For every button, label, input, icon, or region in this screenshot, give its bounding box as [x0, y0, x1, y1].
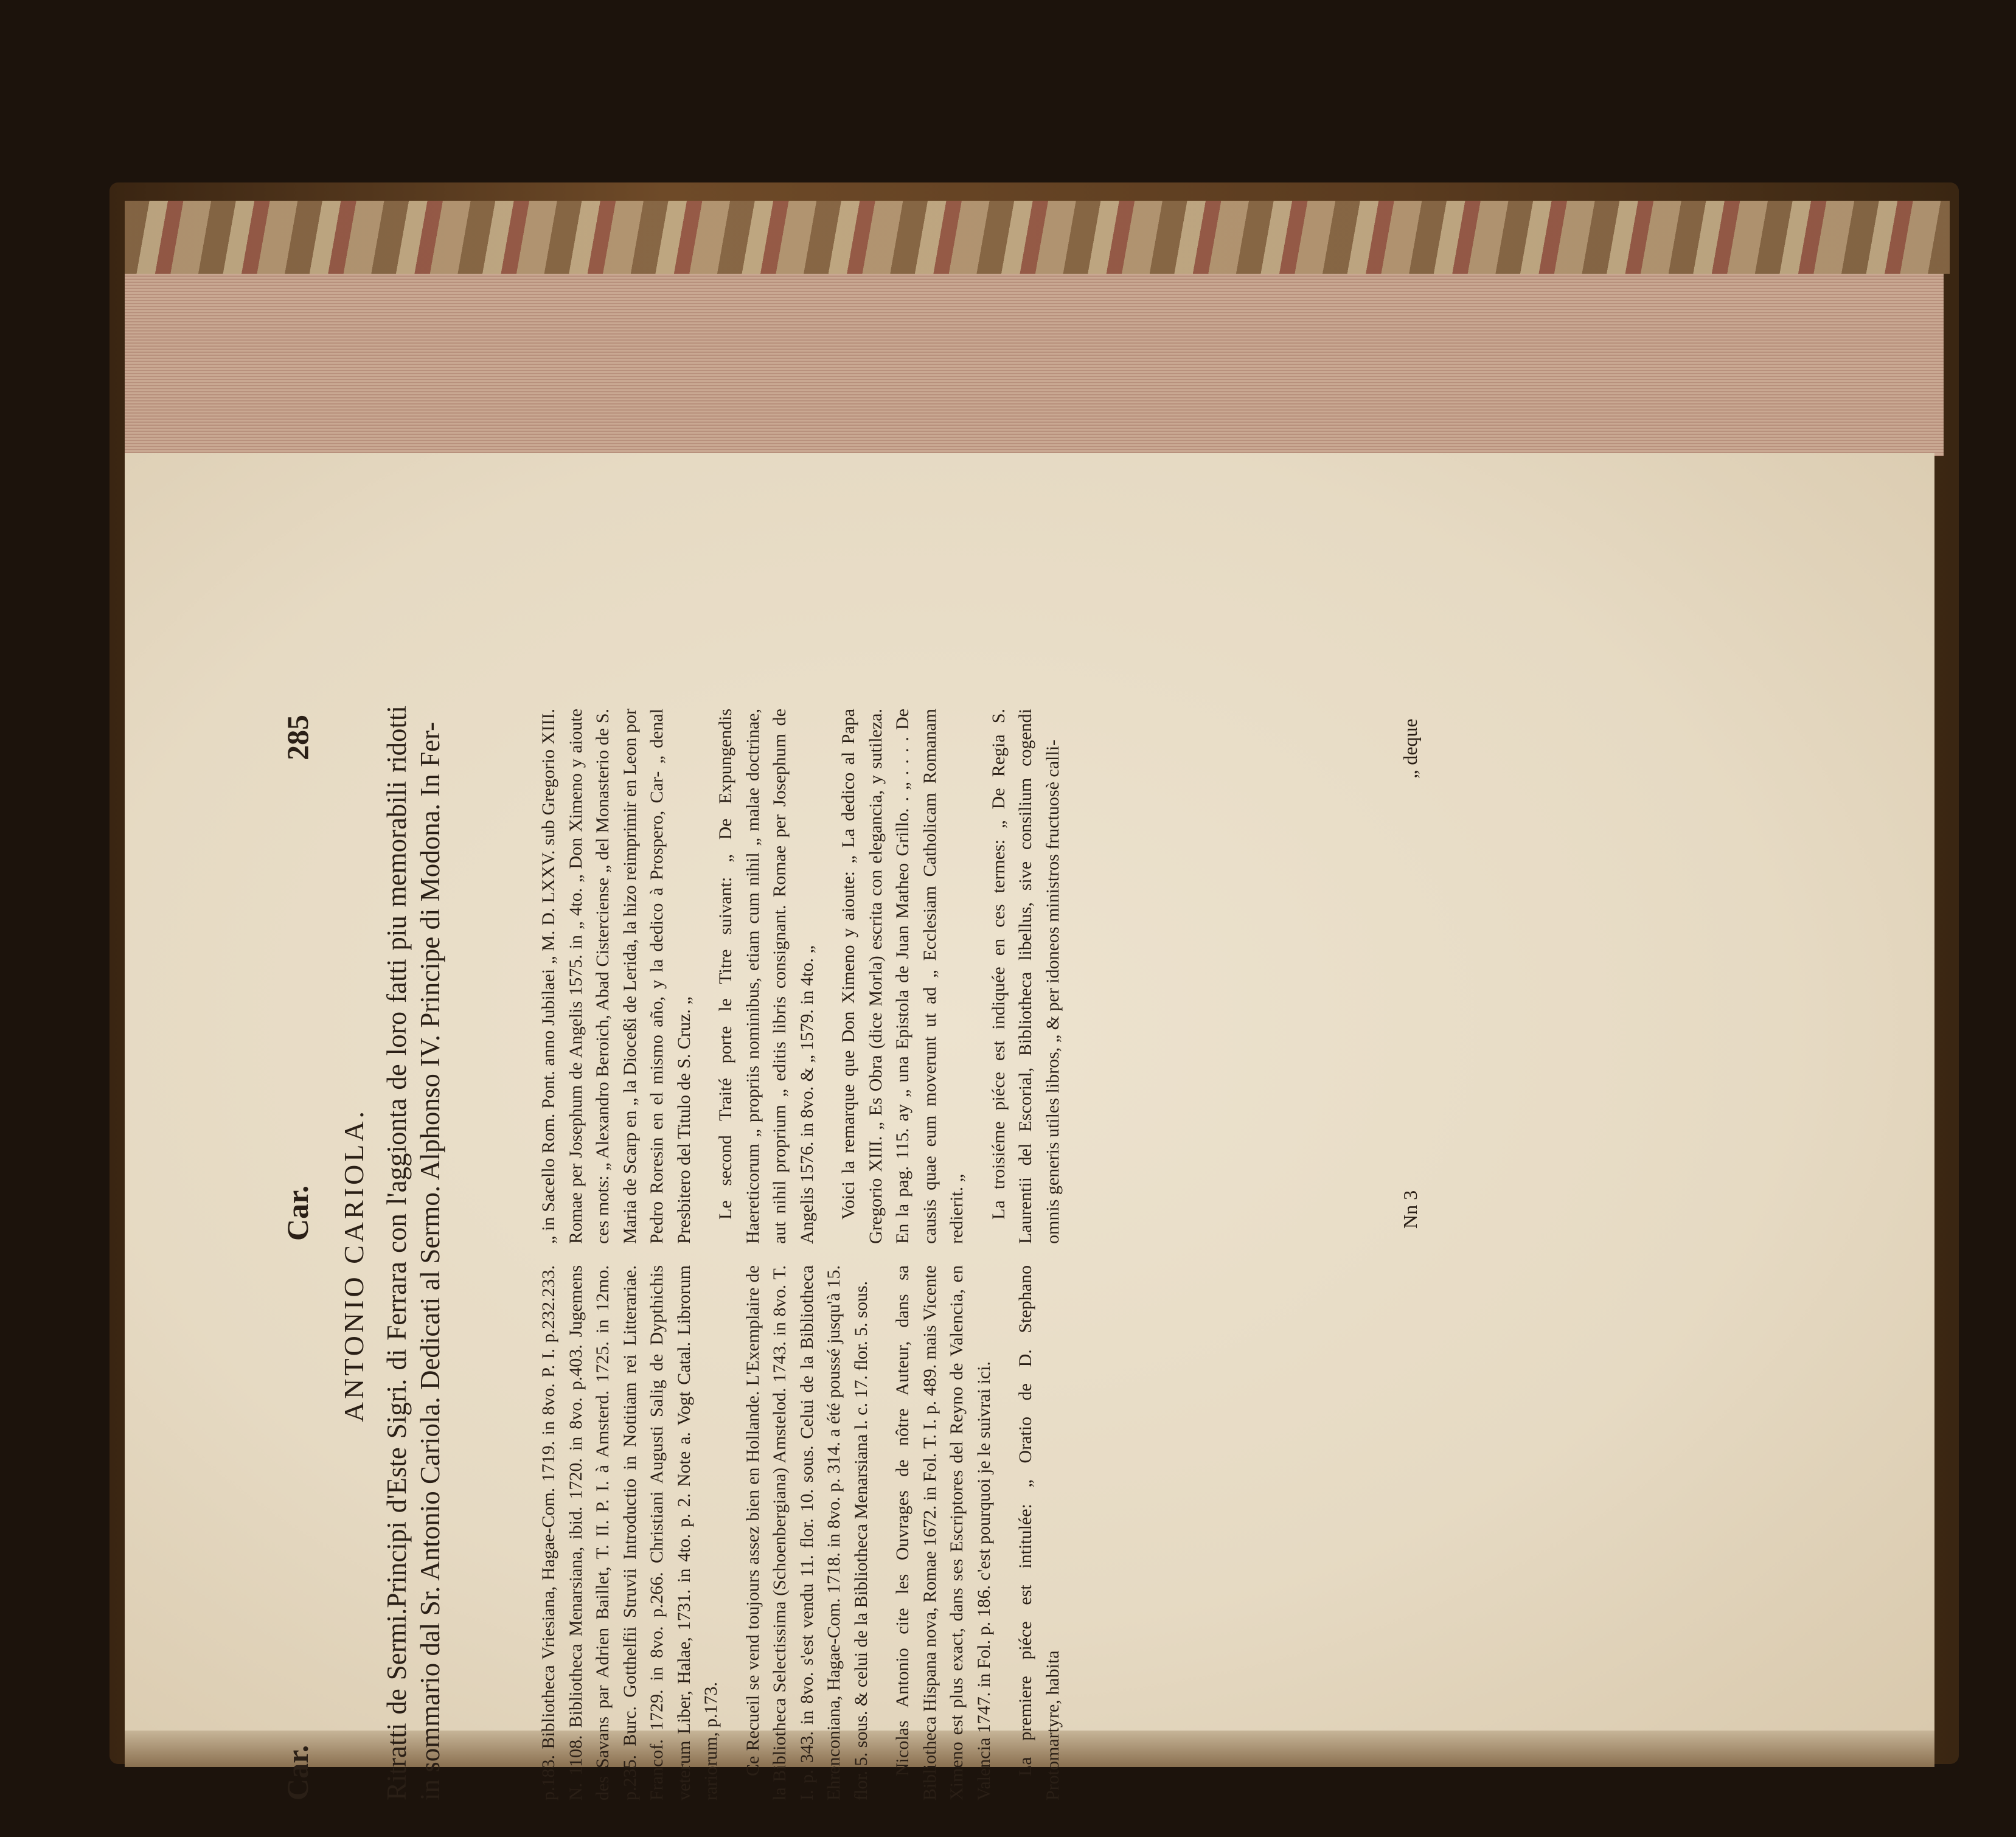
page-block-edge	[125, 274, 1944, 456]
right-paragraph: „ in Sacello Rom. Pont. anno Jubilaei „ M. D. LXXV. sub Gregorio XIII. Romae per Josephum de Angelis 1575. in „ 4to. „ Don Ximeno y aioute ces mots: „ Alexandro Beroich, Abad Cisterciense „ del Monasterio de S. Maria de Scarp en „ la Dioceßi de Lerida, la hizo reimprimir en Leon por Pedro Roresin en el mismo año, y la dedico à Prospero, Car- „ denal Presbitero del Titulo de S. Cruz. „	[538, 709, 694, 1244]
right-paragraph: Le second Traité porte le Titre suivant: „ De Expungendis Haereticorum „ propriis nominibus, etiam cum nihil „ malae doctrinae, aut nihil proprium „ editis libris consignant. Romae per Josephum de Angelis 1576. in 8vo. & „ 1579. in 4to. „	[715, 709, 817, 1244]
left-paragraph: Nicolas Antonio cite les Ouvrages de nôtre Auteur, dans sa Bibliotheca Hispana nova, Romae 1672. in Fol. T. I. p. 489. mais Vicente Ximeno est plus exact, dans ses Escriptores del Reyno de Valencia, en Valencia 1747. in Fol. p. 186. c'est pourquoi je le suivrai ici.	[892, 1265, 994, 1801]
right-paragraph: Voici la remarque que Don Ximeno y aioute: „ La dedico al Papa Gregorio XIII. „ Es Obra (dice Morla) escrita con elegancia, y sutileza. En la pag. 115. ay „ una Epistola de Juan Matheo Grillo. . „ . . . . De causis quae eum moverunt ut ad „ Ecclesiam Catholicam Romanam redierit. „	[838, 709, 967, 1244]
left-paragraph: p.183. Bibliotheca Vriesiana, Hagae-Com. 1719. in 8vo. P. I. p.232.233. N. 1108. Bibliotheca Menarsiana, ibid. 1720. in 8vo. p.403. Jugemens des Savans par Adrien Baillet, T. II. P. I. à Amsterd. 1725. in 12mo. p.235. Burc. Gotthelfii Struvii Introductio in Notitiam rei Litterariae. Francof. 1729. in 8vo. p.266. Christiani Augusti Salig de Dypthichis veterum Liber, Halae, 1731. in 4to. p. 2. Note a. Vogt Catal. Librorum rariorum, p.173.	[538, 1265, 721, 1801]
header-left: Car.	[280, 1745, 315, 1801]
left-column	[535, 1265, 1081, 1801]
page-number: 285	[280, 715, 315, 760]
right-column	[535, 709, 1081, 1244]
printed-text-block	[280, 693, 1557, 1837]
catchword: „ deque	[1399, 718, 1421, 779]
entry-title: ANTONIO CARIOLA.	[338, 1108, 369, 1423]
running-header	[280, 693, 322, 1837]
marbled-edge	[125, 201, 1950, 274]
header-center: Car.	[280, 1185, 315, 1241]
left-paragraph: La premiere piéce est intitulée: „ Oratio de D. Stephano Protomartyre, habita	[1015, 1265, 1063, 1801]
left-paragraph: Ce Recueil se vend toujours assez bien en Hollande. L'Exemplaire de la Bibliotheca Selectissima (Schoenbergiana) Amstelod. 1743. in 8vo. T. I. p. 343. in 8vo. s'est vendu 11. flor. 10. sous. Celui de la Bibliotheca Ehrenconiana, Hagae-Com. 1718. in 8vo. p. 314. a été poussé jusqu'à 15. flor. 5. sous. & celui de la Bibliotheca Menarsiana l. c. 17. flor. 5. sous.	[742, 1265, 871, 1801]
entry-subtitle: Ritratti de Sermi.Principi d'Este Sigri. di Ferrara con l'aggionta de loro fatti piu memorabili ridotti in sommario dal Sr. Antonio Cariola. Dedicati al Sermo. Alphonso IV. Principe di Modona. In Fer-	[381, 706, 445, 1801]
right-paragraph: La troisiéme piéce est indiquée en ces termes: „ De Regia S. Laurentii del Escorial, Bibliotheca libellus, sive consilium cogendi omnis generis utiles libros, „ & per idoneos ministros fructuosè calli-	[988, 709, 1063, 1244]
signature-mark: Nn 3	[1399, 1190, 1421, 1229]
